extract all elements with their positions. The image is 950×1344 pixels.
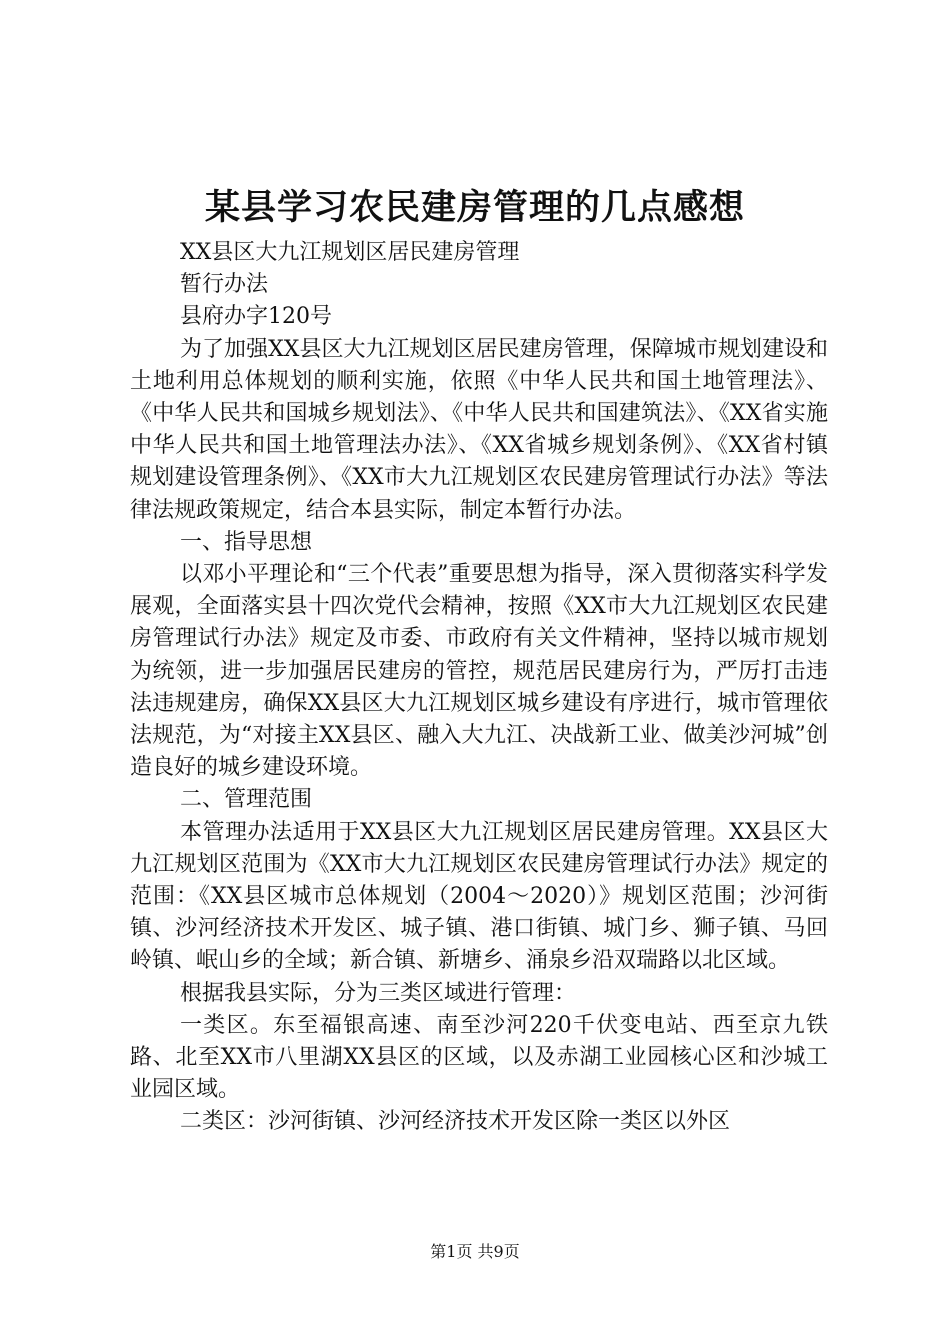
paragraph-document-number: 县府办字120号 [180,304,332,330]
paragraph-zone-class-two: 二类区：沙河街镇、沙河经济技术开发区除一类区以外区 [180,1109,731,1135]
page-number-footer: 第1页 共9页 [430,1242,520,1261]
document-body [130,237,828,1139]
paragraph-heading-line1: XX县区大九江规划区居民建房管理 [180,240,520,265]
paragraph-preamble: 为了加强XX县区大九江规划区居民建房管理，保障城市规划建设和土地利用总体规划的顺利实施，依照《中华人民共和国土地管理法》、《中华人民共和国城乡规划法》、《中华人民共和国建筑法》、《XX省实施中华人民共和国土地管理法办法》、《XX省城乡规划条例》、《XX省村镇规划建设管理条例》、《XX市大九江规划区农民建房管理试行办法》等法律法规政策规定，结合本县实际，制定本暂行办法。 [130,336,828,523]
paragraph-guiding-ideology: 以邓小平理论和“三个代表”重要思想为指导，深入贯彻落实科学发展观，全面落实县十四次党代会精神，按照《XX市大九江规划区农民建房管理试行办法》规定及市委、市政府有关文件精神，坚持以城市规划为统领，进一步加强居民建房的管控，规范居民建房行为，严厉打击违法违规建房，确保XX县区大九江规划区城乡建设有序进行，城市管理依法规范，为“对接主XX县区、融入大九江、决战新工业、做美沙河城”创造良好的城乡建设环境。 [130,562,828,781]
paragraph-zone-class-one: 一类区。东至福银高速、南至沙河220千伏变电站、西至京九铁路、北至XX市八里湖XX县区的区域，以及赤湖工业园核心区和沙城工业园区域。 [130,1012,828,1103]
paragraph-heading-line2: 暂行办法 [180,272,269,298]
section-heading-management-scope: 二、管理范围 [180,787,313,813]
document-title: 某县学习农民建房管理的几点感想 [204,187,745,228]
paragraph-management-scope: 本管理办法适用于XX县区大九江规划区居民建房管理。XX县区大九江规划区范围为《XX市大九江规划区农民建房管理试行办法》规定的范围：《XX县区城市总体规划（2004～2020）》规划区范围；沙河街镇、沙河经济技术开发区、城子镇、港口街镇、城门乡、狮子镇、马回岭镇、岷山乡的全域；新合镇、新塘乡、涌泉乡沿双瑞路以北区域。 [130,819,828,974]
paragraph-zone-intro: 根据我县实际，分为三类区域进行管理： [180,980,577,1006]
section-heading-guiding-ideology: 一、指导思想 [180,529,313,555]
